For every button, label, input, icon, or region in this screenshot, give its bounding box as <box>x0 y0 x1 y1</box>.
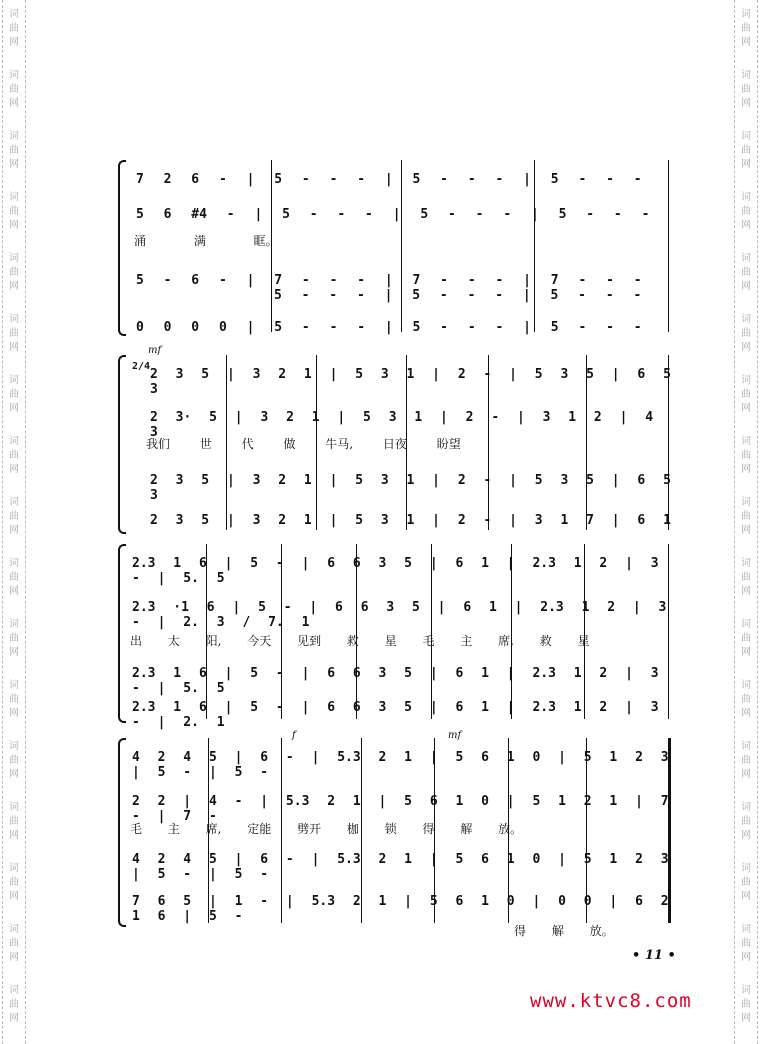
watermark-char: 曲 <box>9 389 19 400</box>
watermark-char: 曲 <box>9 84 19 95</box>
notation-line: 2 3 5 | 3 2 1 | 5 3 1 | 2 - | 3 1 7 | 6 1 <box>150 513 671 528</box>
watermark-char: 曲 <box>741 23 751 34</box>
watermark-char: 词 <box>741 436 751 447</box>
notation-line: 5 - 6 - | 7 - - - | 7 - - - | 7 - - - <box>136 273 642 288</box>
watermark-char: 网 <box>741 525 751 536</box>
watermark-char: 网 <box>741 159 751 170</box>
watermark-char: 曲 <box>9 877 19 888</box>
watermark-char: 词 <box>741 863 751 874</box>
watermark-char: 网 <box>741 220 751 231</box>
watermark-char: 网 <box>9 98 19 109</box>
watermark-char: 曲 <box>9 694 19 705</box>
watermark-char: 网 <box>9 37 19 48</box>
page-number: • 11 • <box>632 948 676 963</box>
notation-line: 2 3 5 | 3 2 1 | 5 3 1 | 2 - | 5 3 5 | 6 5 3 <box>150 473 671 503</box>
watermark-char: 曲 <box>741 816 751 827</box>
notation-line: 7 2 6 - | 5 - - - | 5 - - - | 5 - - - <box>136 172 642 187</box>
watermark-char: 曲 <box>741 755 751 766</box>
watermark-char: 曲 <box>741 511 751 522</box>
lyrics-line: 得 解 放。 <box>514 924 614 938</box>
watermark-char: 词 <box>9 9 19 20</box>
watermark-char: 曲 <box>741 267 751 278</box>
score-system-1 <box>116 160 676 340</box>
watermark-char: 词 <box>9 741 19 752</box>
watermark-char: 词 <box>741 802 751 813</box>
score-system-3 <box>116 540 676 730</box>
notation-line: 2 3· 5 | 3 2 1 | 5 3 1 | 2 - | 3 1 2 | 4 3 <box>150 410 654 440</box>
time-signature: 2/4 <box>132 361 151 372</box>
watermark-char: 网 <box>9 159 19 170</box>
score-system-2 <box>116 345 676 535</box>
watermark-char: 词 <box>9 314 19 325</box>
lyrics-line: 我们 世 代 做 牛马, 日夜 盼望 <box>146 437 461 451</box>
watermark-char: 词 <box>741 558 751 569</box>
watermark-char: 网 <box>741 708 751 719</box>
system-bracket <box>118 544 126 723</box>
watermark-char: 词 <box>741 680 751 691</box>
notation-line: 2 2 | 4 - | 5.3 2 1 | 5 6 1 0 | 5 1 2 1 | 7 - | 7 - <box>132 794 669 824</box>
watermark-char: 网 <box>9 525 19 536</box>
watermark-char: 网 <box>741 952 751 963</box>
lyrics-line: 出 太 阳, 今天 见到 救 星 毛 主 席, 救 星 <box>130 634 590 648</box>
watermark-char: 曲 <box>741 694 751 705</box>
watermark-char: 网 <box>741 769 751 780</box>
watermark-char: 网 <box>9 342 19 353</box>
system-bracket <box>118 160 126 336</box>
watermark-char: 词 <box>741 9 751 20</box>
watermark-char: 词 <box>741 131 751 142</box>
watermark-char: 曲 <box>9 450 19 461</box>
watermark-char: 网 <box>741 1013 751 1024</box>
watermark-char: 词 <box>9 497 19 508</box>
watermark-char: 曲 <box>9 633 19 644</box>
watermark-char: 网 <box>9 891 19 902</box>
notation-line: 2 3 5 | 3 2 1 | 5 3 1 | 2 - | 5 3 5 | 6 5 3 <box>150 367 671 397</box>
watermark-char: 曲 <box>9 145 19 156</box>
watermark-char: 词 <box>9 802 19 813</box>
notation-line: 0 0 0 0 | 5 - - - | 5 - - - | 5 - - - <box>136 320 642 335</box>
watermark-char: 词 <box>9 619 19 630</box>
score-system-4 <box>116 730 676 940</box>
watermark-char: 曲 <box>741 999 751 1010</box>
watermark-char: 曲 <box>741 450 751 461</box>
watermark-char: 网 <box>9 769 19 780</box>
watermark-char: 曲 <box>9 816 19 827</box>
watermark-char: 词 <box>9 192 19 203</box>
watermark-char: 曲 <box>741 206 751 217</box>
watermark-char: 曲 <box>9 206 19 217</box>
watermark-char: 网 <box>741 98 751 109</box>
watermark-char: 词 <box>9 131 19 142</box>
watermark-char: 词 <box>9 70 19 81</box>
watermark-char: 曲 <box>9 267 19 278</box>
dynamic-mark: mf <box>148 345 162 356</box>
watermark-char: 网 <box>9 647 19 658</box>
watermark-char: 曲 <box>9 938 19 949</box>
watermark-char: 词 <box>9 253 19 264</box>
notation-line: 5 - - - | 5 - - - | 5 - - - <box>274 288 642 303</box>
watermark-char: 曲 <box>741 877 751 888</box>
watermark-char: 词 <box>9 436 19 447</box>
watermark-char: 网 <box>9 830 19 841</box>
watermark-char: 网 <box>741 464 751 475</box>
watermark-char: 网 <box>9 952 19 963</box>
watermark-char: 曲 <box>9 572 19 583</box>
watermark-char: 词 <box>741 924 751 935</box>
watermark-char: 曲 <box>741 572 751 583</box>
watermark-char: 词 <box>9 924 19 935</box>
watermark-char: 曲 <box>741 145 751 156</box>
watermark-char: 曲 <box>9 999 19 1010</box>
lyrics-line: 毛 主 席, 定能 劈开 枷 锁 得 解 放。 <box>130 822 523 836</box>
watermark-char: 词 <box>741 741 751 752</box>
watermark-char: 网 <box>9 708 19 719</box>
site-watermark: www.ktvc8.com <box>530 990 692 1012</box>
watermark-char: 网 <box>9 220 19 231</box>
notation-line: 5 6 #4 - | 5 - - - | 5 - - - | 5 - - - <box>136 207 650 222</box>
notation-line: 7 6 5 | 1 - | 5.3 2 1 | 5 6 1 0 | 0 0 | 6 2 1 6 | 5 - <box>132 894 669 924</box>
watermark-char: 网 <box>741 281 751 292</box>
watermark-char: 网 <box>9 281 19 292</box>
watermark-char: 网 <box>9 464 19 475</box>
watermark-char: 词 <box>741 985 751 996</box>
system-bracket <box>118 355 126 534</box>
watermark-char: 曲 <box>9 328 19 339</box>
watermark-char: 词 <box>9 985 19 996</box>
watermark-char: 网 <box>741 37 751 48</box>
watermark-char: 词 <box>741 70 751 81</box>
dynamic-mark: mf <box>448 730 462 741</box>
watermark-char: 网 <box>741 830 751 841</box>
watermark-char: 网 <box>741 586 751 597</box>
watermark-char: 曲 <box>9 511 19 522</box>
watermark-char: 词 <box>741 253 751 264</box>
watermark-char: 词 <box>9 680 19 691</box>
watermark-char: 网 <box>741 891 751 902</box>
system-bracket <box>118 738 126 927</box>
watermark-char: 词 <box>741 619 751 630</box>
watermark-char: 词 <box>741 375 751 386</box>
watermark-char: 曲 <box>741 328 751 339</box>
watermark-char: 词 <box>741 192 751 203</box>
notation-line: 4 2 4 5 | 6 - | 5.3 2 1 | 5 6 1 0 | 5 1 2 3 | 5 - | 5 - <box>132 750 669 780</box>
notation-line: 2.3 ·1 6 | 5 - | 6 6 3 5 | 6 1 | 2.3 1 2 | 3 - | 2. 3 / 7. 1 <box>132 600 667 630</box>
notation-line: 2.3 1 6 | 5 - | 6 6 3 5 | 6 1 | 2.3 1 2 | 3 - | 5. 5 <box>132 556 659 586</box>
watermark-char: 曲 <box>741 633 751 644</box>
watermark-char: 网 <box>741 342 751 353</box>
watermark-char: 词 <box>741 314 751 325</box>
watermark-char: 词 <box>741 497 751 508</box>
watermark-char: 词 <box>9 558 19 569</box>
barline <box>668 160 669 332</box>
watermark-char: 词 <box>9 375 19 386</box>
watermark-char: 网 <box>9 403 19 414</box>
watermark-char: 网 <box>9 1013 19 1024</box>
notation-line: 2.3 1 6 | 5 - | 6 6 3 5 | 6 1 | 2.3 1 2 | 3 - | 5. 5 <box>132 666 659 696</box>
watermark-char: 曲 <box>9 755 19 766</box>
watermark-char: 曲 <box>741 84 751 95</box>
watermark-char: 曲 <box>741 938 751 949</box>
notation-line: 2.3 1 6 | 5 - | 6 6 3 5 | 6 1 | 2.3 1 2 | 3 - | 2. 1 <box>132 700 659 730</box>
notation-line: 4 2 4 5 | 6 - | 5.3 2 1 | 5 6 1 0 | 5 1 2 3 | 5 - | 5 - <box>132 852 669 882</box>
watermark-char: 网 <box>741 403 751 414</box>
watermark-char: 网 <box>9 586 19 597</box>
watermark-char: 词 <box>9 863 19 874</box>
dynamic-mark: f <box>292 730 296 741</box>
lyrics-line: 涌 满 眶。 <box>134 234 278 248</box>
watermark-char: 网 <box>741 647 751 658</box>
watermark-char: 曲 <box>741 389 751 400</box>
watermark-char: 曲 <box>9 23 19 34</box>
